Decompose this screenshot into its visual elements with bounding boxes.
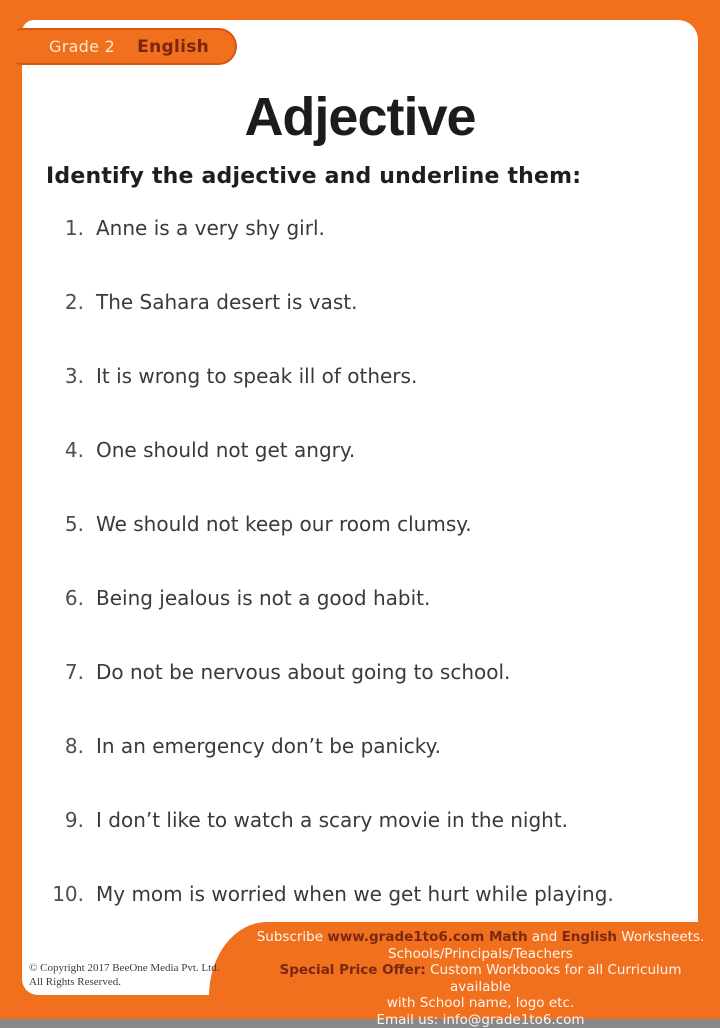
- question-number: 5.: [46, 511, 84, 537]
- question-item: [46, 807, 698, 833]
- footer-line-email: Email us: info@grade1to6.com: [251, 1012, 710, 1028]
- footer-line-audience: Schools/Principals/Teachers: [251, 946, 710, 963]
- footer-offer-label: Special Price Offer:: [280, 962, 426, 978]
- question-item: [46, 511, 698, 537]
- footer-panel: [209, 922, 720, 1019]
- footer-site-text: www.grade1to6.com Math: [327, 929, 527, 945]
- question-text: Anne is a very shy girl.: [96, 216, 325, 240]
- copyright-line-1: © Copyright 2017 BeeOne Media Pvt. Ltd.: [29, 961, 219, 975]
- question-text: It is wrong to speak ill of others.: [96, 364, 417, 388]
- question-item: [46, 585, 698, 611]
- question-item: [46, 881, 698, 907]
- footer-line-school: with School name, logo etc.: [251, 995, 710, 1012]
- question-text: One should not get angry.: [96, 438, 355, 462]
- worksheet-title: Adjective: [22, 20, 698, 148]
- questions-list: [22, 215, 698, 907]
- footer-english-text: English: [562, 929, 617, 945]
- footer-line-offer: [251, 962, 710, 995]
- question-number: 3.: [46, 363, 84, 389]
- question-number: 2.: [46, 289, 84, 315]
- question-item: [46, 289, 698, 315]
- footer-subscribe-text: Subscribe: [257, 929, 328, 945]
- grade-badge: [15, 28, 237, 65]
- question-item: [46, 733, 698, 759]
- question-text: I don’t like to watch a scary movie in the night.: [96, 808, 568, 832]
- question-number: 7.: [46, 659, 84, 685]
- question-item: [46, 215, 698, 241]
- question-number: 1.: [46, 215, 84, 241]
- question-text: My mom is worried when we get hurt while playing.: [96, 882, 614, 906]
- question-number: 6.: [46, 585, 84, 611]
- question-text: In an emergency don’t be panicky.: [96, 734, 441, 758]
- footer-and-text: and: [528, 929, 562, 945]
- question-text: The Sahara desert is vast.: [96, 290, 357, 314]
- question-text: Do not be nervous about going to school.: [96, 660, 510, 684]
- question-number: 8.: [46, 733, 84, 759]
- footer-offer-text: Custom Workbooks for all Curriculum available: [426, 962, 682, 995]
- footer-line-subscribe: [251, 929, 710, 946]
- footer-worksheets-text: Worksheets.: [617, 929, 704, 945]
- instruction-text: Identify the adjective and underline them:: [46, 164, 698, 189]
- content-card: [22, 20, 698, 995]
- question-item: [46, 659, 698, 685]
- question-text: We should not keep our room clumsy.: [96, 512, 472, 536]
- question-item: [46, 363, 698, 389]
- grade-label: Grade 2: [49, 37, 115, 56]
- question-number: 4.: [46, 437, 84, 463]
- question-number: 9.: [46, 807, 84, 833]
- question-text: Being jealous is not a good habit.: [96, 586, 430, 610]
- question-item: [46, 437, 698, 463]
- question-number: 10.: [46, 881, 84, 907]
- subject-label: English: [137, 37, 209, 57]
- copyright-notice: [29, 961, 219, 989]
- copyright-line-2: All Rights Reserved.: [29, 975, 219, 989]
